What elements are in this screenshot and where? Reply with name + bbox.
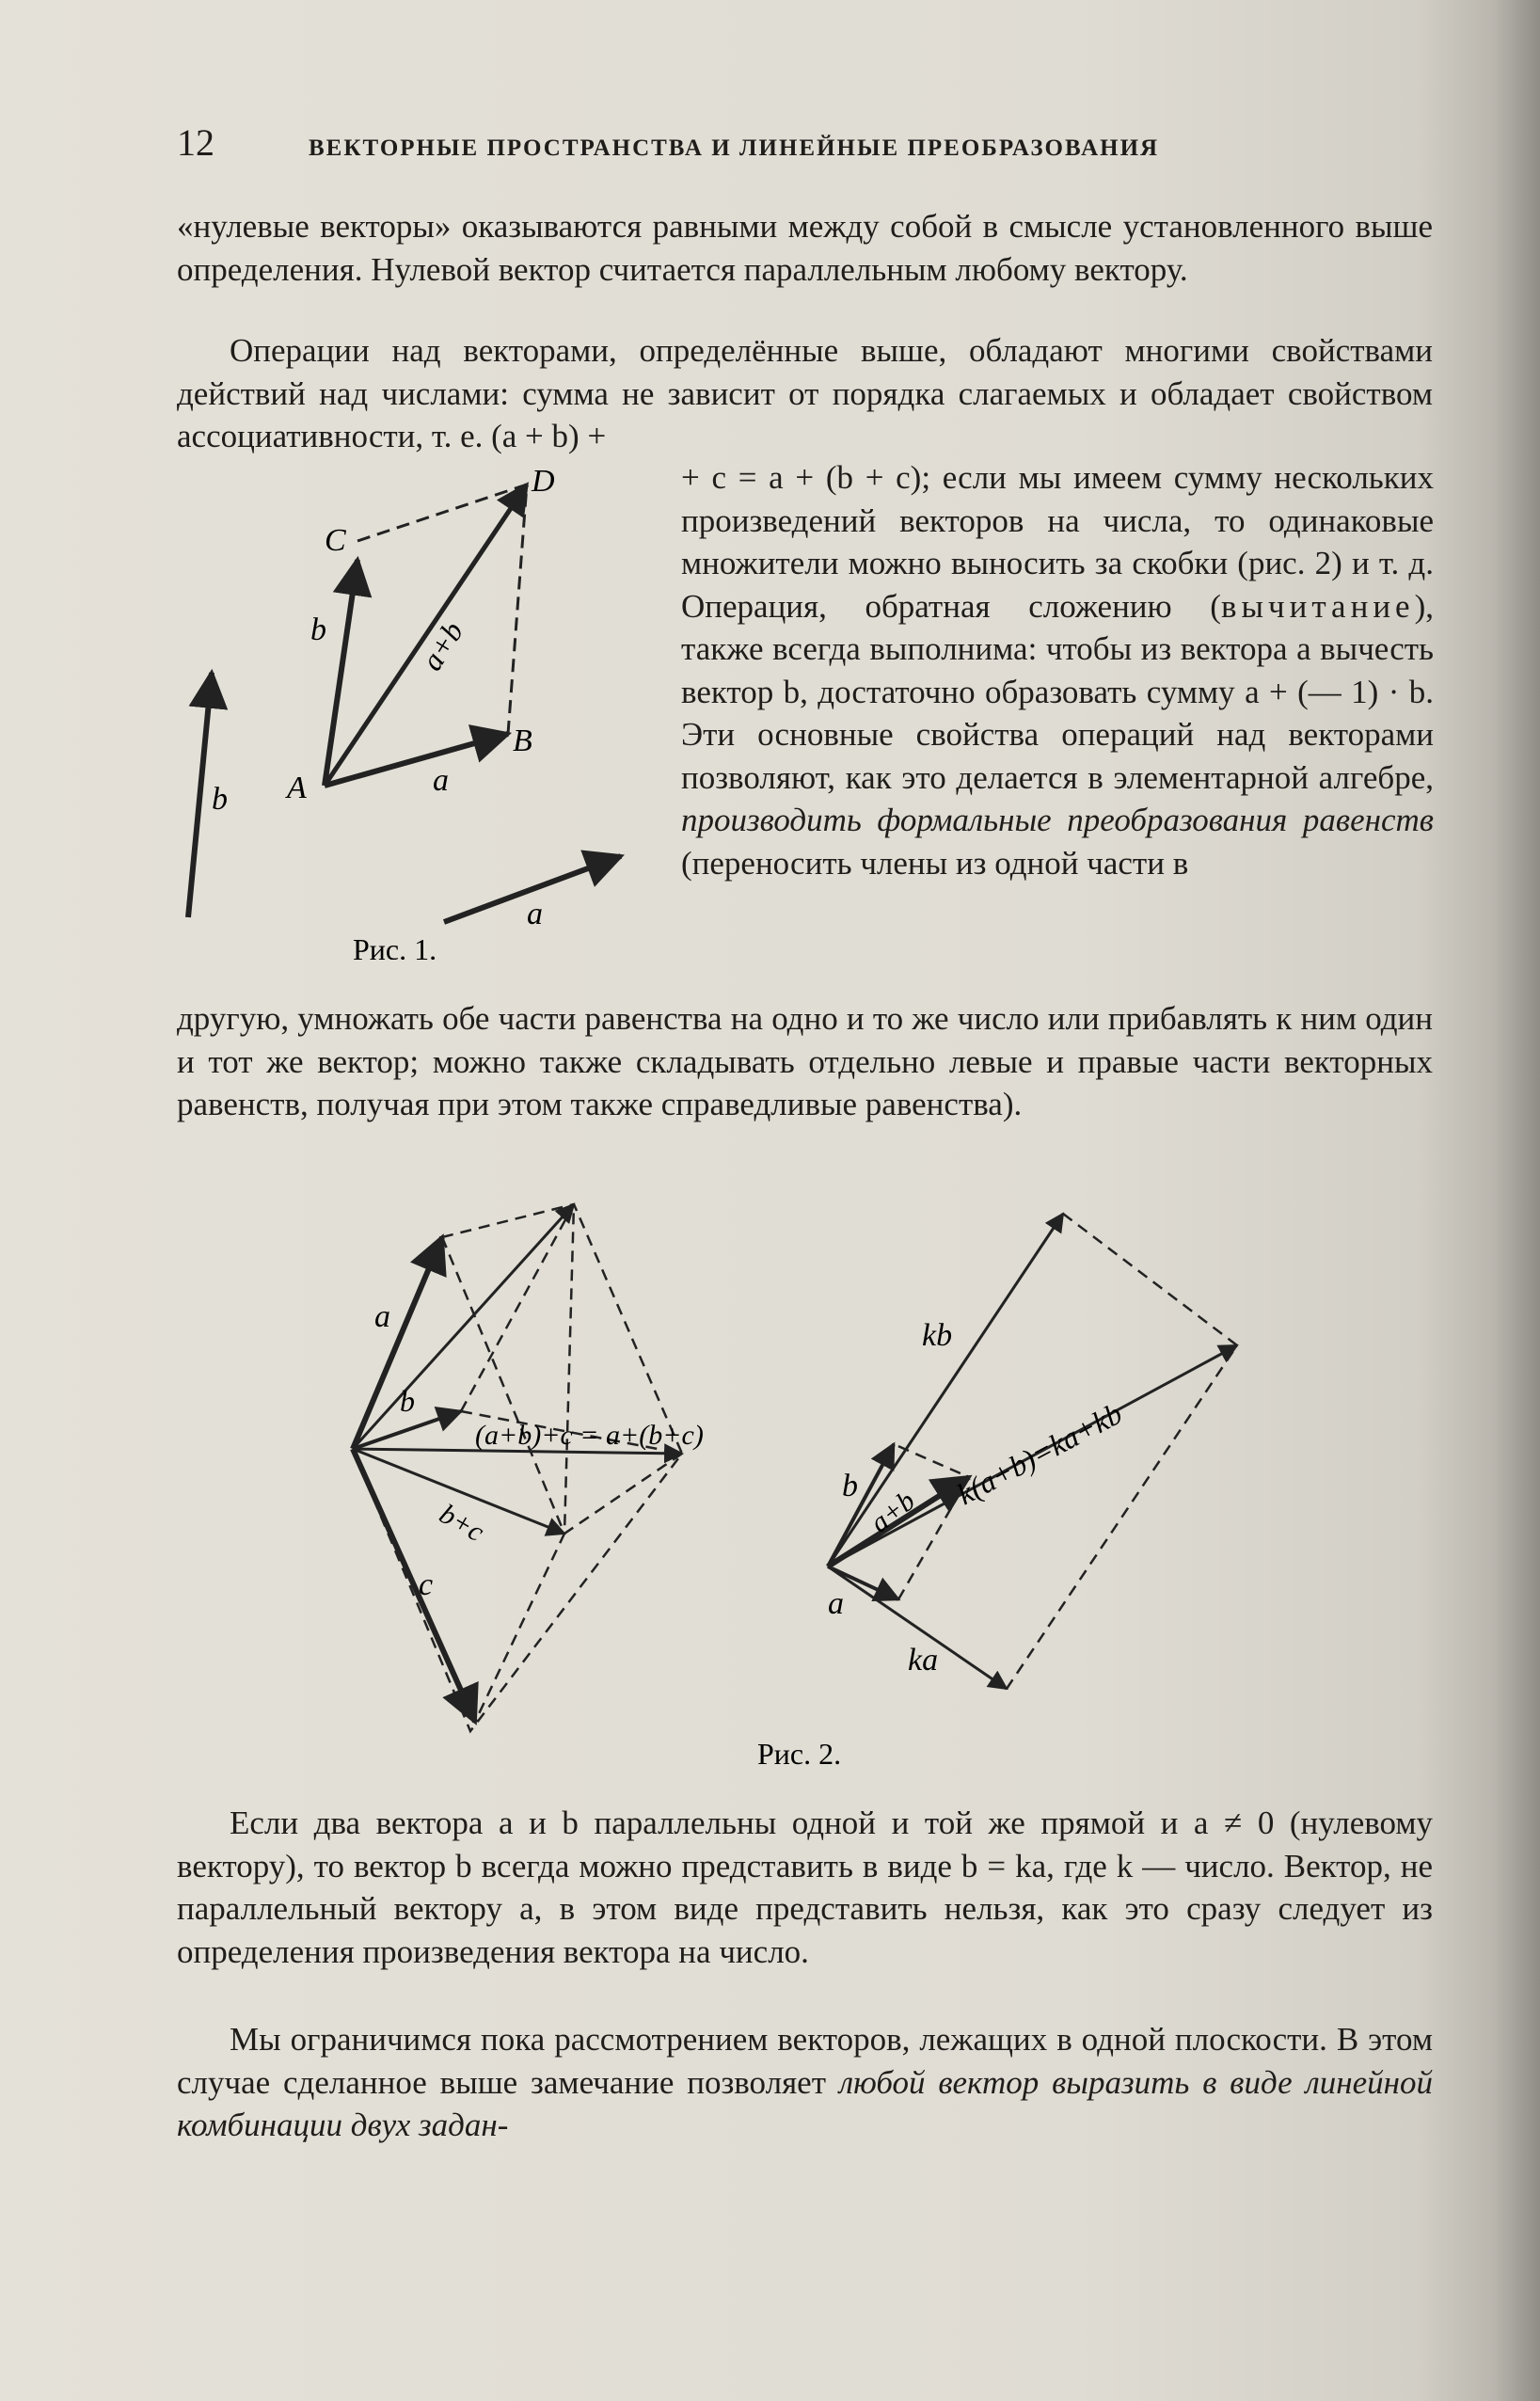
spaced-word: вычитание bbox=[1220, 587, 1415, 625]
fig1-vector-b bbox=[325, 560, 357, 786]
fig2-left-dashed-2 bbox=[442, 1237, 682, 1534]
paragraph-operations-intro bbox=[177, 329, 1433, 458]
paragraph-plane-italic: любой вектор выразить в виде линейной комбинации двух задан- bbox=[177, 2063, 1433, 2143]
fig1-label-a-point: A bbox=[287, 771, 307, 805]
paragraph-plane-vectors bbox=[177, 2018, 1433, 2147]
fig2-right-label-ab: a+b bbox=[864, 1485, 921, 1539]
page-header bbox=[177, 120, 1442, 165]
running-title: ВЕКТОРНЫЕ ПРОСТРАНСТВА И ЛИНЕЙНЫЕ ПРЕОБРАЗОВАНИЯ bbox=[309, 135, 1160, 161]
paragraph-parallel-text: Если два вектора a и b параллельны одной и той же прямой и a ≠ 0 (нулевому вектору), то вектор b всегда можно представить в виде b = ka, где k — число. Вектор, не параллельный вектору a, в этом виде представить нельзя, как это сразу следует из определения произведения вектора на число. bbox=[177, 1805, 1433, 1970]
fig1-label-c: C bbox=[325, 523, 346, 558]
fig2-left-vector-a bbox=[353, 1237, 442, 1449]
fig1-label-sum: a+b bbox=[414, 615, 470, 676]
paragraph-zero-vectors-text: «нулевые векторы» оказываются равными между собой в смысле установленного выше определения. Нулевой вектор считается параллельным любому вектору. bbox=[177, 208, 1433, 288]
fig2-left-label-a: a bbox=[374, 1299, 390, 1334]
fig2-left-dashed-3 bbox=[461, 1204, 574, 1722]
fig2-left-label-c: c bbox=[419, 1567, 434, 1602]
paragraph-plane-text: Мы ограничимся пока рассмотрением векторов, лежащих в одной плоскости. В этом случае сделанное выше замечание позволяет bbox=[177, 2021, 1433, 2101]
fig2-right-label-dist: k(a+b)=ka+kb bbox=[951, 1395, 1128, 1512]
italic-phrase: производить формальные преобразования равенств bbox=[681, 802, 1434, 838]
fig2-right-label-a: a bbox=[828, 1586, 844, 1621]
fig2-right-label-kb: kb bbox=[922, 1318, 953, 1353]
fig2-left-label-bc: b+c bbox=[434, 1498, 490, 1549]
fig1-vector-sum bbox=[325, 485, 527, 786]
paragraph-operations-text: Операции над векторами, определённые выше, обладают многими свойствами действий над числами: сумма не зависит от порядка слагаемых и обладает свойством ассоциативности, т. е. (a + b) + bbox=[177, 332, 1433, 454]
fig1-label-a-side: a bbox=[433, 763, 449, 798]
paragraph-operations-continuation bbox=[177, 997, 1433, 1126]
fig2-left-label-assoc: (a+b)+c = a+(b+c) bbox=[475, 1420, 704, 1451]
fig2-left-label-b: b bbox=[400, 1384, 415, 1418]
fig2-right-vector-kb bbox=[828, 1214, 1063, 1566]
fig2-right-label-b: b bbox=[842, 1469, 858, 1503]
fig2-caption: Рис. 2. bbox=[757, 1737, 842, 1771]
fig1-label-a-free: a bbox=[527, 897, 543, 931]
fig1-label-b-side: b bbox=[310, 612, 326, 647]
paragraph-zero-vectors bbox=[177, 205, 1433, 291]
narrow-text-2: ), также всегда выполнима: чтобы из вектора a вычесть вектор b, достаточно образовать сумму a + (— 1) · b. Эти основные свойства операций над векторами позволяют, как это делается в элементарной алгебре, bbox=[681, 587, 1434, 796]
continuation-text: другую, умножать обе части равенства на одно и то же число или прибавлять к ним один и тот же вектор; можно также складывать отдельно левые и правые части векторных равенств, получая при этом также справедливые равенства). bbox=[177, 1000, 1433, 1122]
fig1-vector-b-free bbox=[188, 673, 212, 917]
fig1-dashed-bd bbox=[508, 485, 527, 734]
paragraph-parallel-vectors bbox=[177, 1802, 1433, 1973]
fig2-right-label-ka: ka bbox=[908, 1643, 939, 1678]
figure-1 bbox=[169, 452, 659, 960]
figure-2 bbox=[329, 1195, 1270, 1778]
fig1-caption: Рис. 1. bbox=[353, 932, 437, 960]
fig1-label-d: D bbox=[532, 464, 555, 499]
fig1-label-b-free: b bbox=[212, 782, 228, 817]
narrow-text-1: + c = a + (b + c); если мы имеем сумму нескольких произведений векторов на числа, то одинаковые множители можно выносить за скобки (рис. 2) и т. д. Операция, обратная сложению ( bbox=[681, 459, 1434, 625]
paragraph-operations-narrow bbox=[681, 456, 1434, 884]
fig1-label-b-point: B bbox=[513, 723, 532, 758]
narrow-text-3: (переносить члены из одной части в bbox=[681, 844, 1189, 882]
fig1-dashed-cd bbox=[357, 485, 527, 541]
page-number: 12 bbox=[177, 121, 214, 164]
